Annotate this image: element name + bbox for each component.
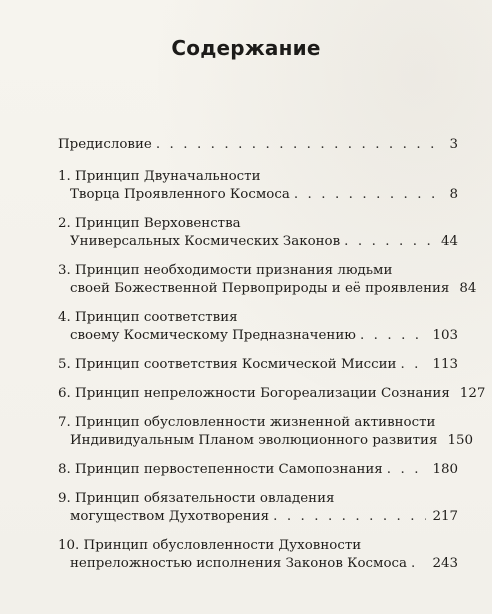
toc-entry-title-continued: могуществом Духотворения [70, 509, 270, 524]
toc-entry-5 [58, 356, 458, 374]
toc-entry-6 [58, 385, 486, 403]
dot-leader [360, 327, 427, 345]
toc-page-number: 180 [432, 462, 458, 477]
toc-page-number: 44 [440, 234, 458, 249]
toc-page-number: 217 [432, 509, 458, 524]
toc-page-number: 150 [447, 433, 473, 448]
toc-entry-1 [58, 168, 458, 204]
toc-entry-title-continued: Универсальных Космических Законов [70, 234, 341, 249]
toc-page-number: 103 [432, 328, 458, 343]
toc-page-number: 8 [449, 187, 458, 202]
toc-page-number: 84 [459, 281, 477, 296]
toc-entry-title: 2. Принцип Верховенства [58, 216, 241, 231]
dot-leader [294, 186, 444, 204]
toc-entry-title-continued: непреложностью исполнения Законов Космоса [70, 556, 408, 571]
toc-page-number: 127 [459, 386, 486, 401]
toc-entry-7 [58, 414, 473, 450]
toc-entry-title: 10. Принцип обусловленности Духовности [58, 538, 362, 553]
toc-entry-title: 9. Принцип обязательности овладения [58, 491, 335, 506]
dot-leader [387, 461, 427, 479]
toc-entry-3 [58, 262, 477, 298]
toc-entry-title-continued: Индивидуальным Планом эволюционного развития [70, 433, 438, 448]
toc-entry-title: 1. Принцип Двуначальности [58, 169, 261, 184]
toc-entry-title: 3. Принцип необходимости признания людьми [58, 263, 393, 278]
dot-leader [344, 233, 435, 251]
dot-leader [273, 508, 426, 526]
toc-entry-title: 8. Принцип первостепенности Самопознания [58, 462, 383, 477]
toc-entry-title: Предисловие [58, 137, 152, 152]
toc-page-number: 243 [432, 556, 458, 571]
toc-entry-8 [58, 461, 458, 479]
dot-leader [156, 136, 444, 154]
dot-leader [411, 555, 426, 573]
toc-entry-title: 6. Принцип непреложности Богореализации Сознания [58, 386, 450, 401]
toc-entry-10 [58, 537, 458, 573]
table-of-contents [58, 136, 486, 584]
toc-page-number: 113 [432, 357, 458, 372]
toc-entry-2 [58, 215, 458, 251]
toc-entry-title-continued: своему Космическому Предназначению [70, 328, 356, 343]
toc-page-number: 3 [449, 137, 458, 152]
toc-entry-title: 4. Принцип соответствия [58, 310, 238, 325]
toc-entry-title: 7. Принцип обусловленности жизненной активности [58, 415, 436, 430]
toc-entry-9 [58, 490, 458, 526]
toc-entry-preface [58, 136, 458, 154]
toc-entry-title-continued: Творца Проявленного Космоса [70, 187, 290, 202]
toc-entry-title-continued: своей Божественной Первоприроды и её проявления [70, 281, 450, 296]
dot-leader [400, 356, 426, 374]
toc-entry-title: 5. Принцип соответствия Космической Миссии [58, 357, 397, 372]
page-title: Содержание [171, 36, 321, 60]
toc-entry-4 [58, 309, 458, 345]
